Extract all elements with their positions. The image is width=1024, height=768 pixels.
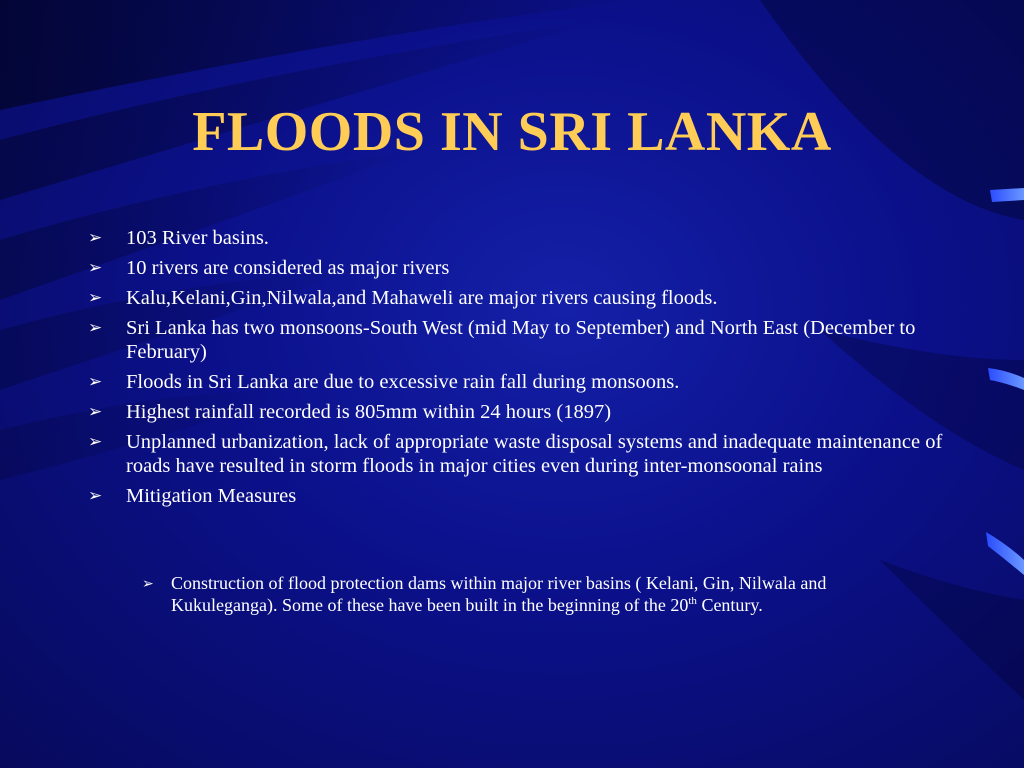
- accent-dash: [986, 532, 1024, 575]
- bullet-list: [86, 226, 946, 514]
- bullet-item: [86, 370, 946, 394]
- bullet-text: Sri Lanka has two monsoons-South West (mid May to September) and North East (December to February): [126, 317, 916, 363]
- arrow-bullet-icon: ➢: [88, 372, 103, 392]
- bullet-text: Highest rainfall recorded is 805mm within 24 hours (1897): [126, 401, 612, 423]
- bullet-text: Mitigation Measures: [126, 485, 297, 507]
- bullet-item: [86, 400, 946, 424]
- accent-dash: [990, 188, 1024, 202]
- bullet-text: 103 River basins.: [126, 227, 269, 249]
- bullet-text: Floods in Sri Lanka are due to excessive rain fall during monsoons.: [126, 371, 680, 393]
- bullet-text: 10 rivers are considered as major rivers: [126, 257, 450, 279]
- bullet-item: [86, 484, 946, 508]
- bullet-item: [86, 256, 946, 280]
- bullet-text: Unplanned urbanization, lack of appropriate waste disposal systems and inadequate maintenance of roads have resulted in storm floods in major cities even during inter-monsoonal rains: [126, 431, 943, 477]
- sub-bullet-item: [140, 572, 920, 616]
- arrow-bullet-icon: ➢: [88, 228, 103, 248]
- bullet-item: [86, 316, 946, 364]
- ordinal-superscript: th: [688, 595, 697, 607]
- bullet-item: [86, 286, 946, 310]
- arrow-bullet-icon: ➢: [88, 486, 103, 506]
- arrow-bullet-icon: ➢: [88, 432, 103, 452]
- bullet-item: [86, 226, 946, 250]
- arrow-bullet-icon: ➢: [142, 576, 154, 592]
- sub-bullet-text: Construction of flood protection dams within major river basins ( Kelani, Gin, Nilwala and Kukuleganga). Some of these have been built in the beginning of the 20: [171, 573, 827, 615]
- arrow-bullet-icon: ➢: [88, 258, 103, 278]
- sub-bullet-list: [140, 572, 920, 616]
- sub-bullet-text-end: Century.: [696, 595, 763, 615]
- arrow-bullet-icon: ➢: [88, 318, 103, 338]
- bullet-text: Kalu,Kelani,Gin,Nilwala,and Mahaweli are major rivers causing floods.: [126, 287, 718, 309]
- arrow-bullet-icon: ➢: [88, 402, 103, 422]
- arrow-bullet-icon: ➢: [88, 288, 103, 308]
- slide-title: FLOODS IN SRI LANKA: [192, 101, 832, 163]
- bullet-item: [86, 430, 946, 478]
